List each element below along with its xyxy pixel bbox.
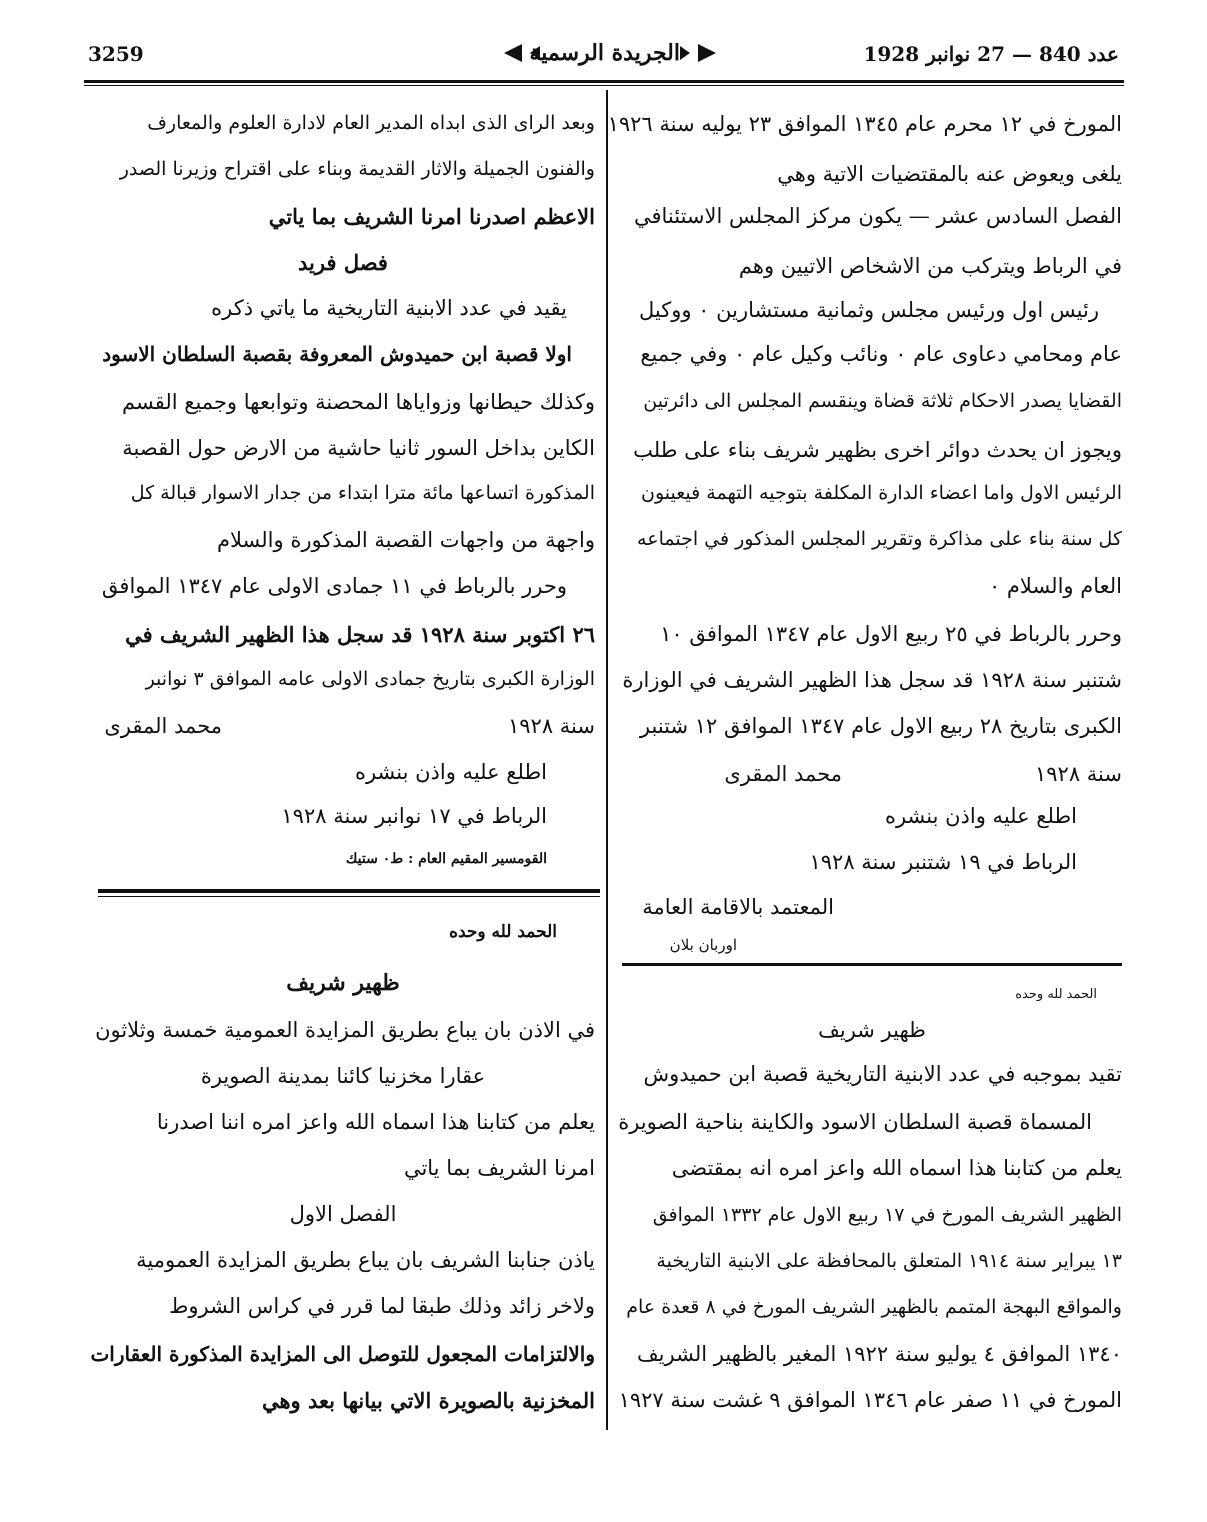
commissioner-line: القومسير المقيم العام : ط٠ ستيك [345,851,547,867]
text-line: الاعظم اصدرنا امرنا الشريف بما ياتي [268,204,595,229]
text-line: وكذلك حيطانها وزواياها المحصنة وتوابعها وجميع القسم [122,390,595,414]
text-line: الظهير الشريف المورخ في ١٧ ربيع الاول عام ١٣٣٢ الموافق [652,1204,1122,1226]
text-line: امرنا الشريف بما ياتي [403,1156,595,1180]
approval-date: الرباط في ١٧ نوانبر سنة ١٩٢٨ [281,804,547,828]
text-line: اولا قصبة ابن حميدوش المعروفة بقصبة السلطان الاسود [102,342,572,366]
text-line: المخزنية بالصويرة الاتي بيانها بعد وهي [261,1388,595,1413]
gazette-title [500,36,720,70]
text-line: العام والسلام ٠ [988,574,1122,598]
approval-text: اطلع عليه واذن بنشره [884,804,1077,828]
text-line: القضايا يصدر الاحكام ثلاثة قضاة وينقسم المجلس الى دائرتين [643,390,1122,412]
issue-info: عدد 840 — 27 نوانبر 1928 [863,42,1119,66]
text-line: والالتزامات المجعول للتوصل الى المزايدة المذكورة العقارات [90,1342,595,1366]
text-line: والفنون الجميلة والاثار القديمة وبناء على اقتراح وزيرنا الصدر [119,158,595,180]
delegate-title: المعتمد بالاقامة العامة [642,895,834,919]
dahir-title: ظهير شريف [286,970,400,996]
text-line: ياذن جنابنا الشريف بان يباع بطريق المزايدة العمومية [136,1248,595,1272]
delegate-name: اوربان بلان [669,936,737,954]
approval-text: اطلع عليه واذن بنشره [354,760,547,784]
text-line: شتنبر سنة ١٩٢٨ قد سجل هذا الظهير الشريف في الوزارة [622,668,1122,692]
text-line: وبعد الراى الذى ابداه المدير العام لادارة العلوم والمعارف [147,112,595,134]
hamd-line: الحمد لله وحده [449,922,557,942]
text-line: الوزارة الكبرى بتاريخ جمادى الاولى عامه الموافق ٣ نوانبر [145,668,595,690]
text-line: وحرر بالرباط في ١١ جمادى الاولى عام ١٣٤٧ الموافق [101,574,567,598]
text-line: ٢٦ اكتوبر سنة ١٩٢٨ قد سجل هذا الظهير الشريف في [125,622,595,647]
text-line: يقيد في عدد الابنية التاريخية ما ياتي ذكره [211,296,567,320]
column-divider [606,90,608,1430]
text-line: واجهة من واجهات القصبة المذكورة والسلام [217,528,595,552]
text-line: ويجوز ان يحدث دوائر اخرى بظهير شريف بناء على طلب [633,438,1122,462]
header-rule-thin [84,85,1124,86]
text-line: يعلم من كتابنا هذا اسماه الله واعز امره انه بمقتضى [671,1156,1122,1180]
dahir-title: ظهير شريف [818,1018,926,1042]
date-year: سنة ١٩٢٨ [508,714,595,738]
text-line: المورخ في ١١ صفر عام ١٣٤٦ الموافق ٩ غشت سنة ١٩٢٧ [618,1388,1122,1412]
text-line: ١٣٤٠ الموافق ٤ يوليو سنة ١٩٢٢ المغير بالظهير الشريف [636,1342,1122,1366]
text-line: الرئيس الاول واما اعضاء الدارة المكلفة بتوجيه التهمة فيعينون [641,482,1122,504]
text-line: عقارا مخزنيا كائنا بمدينة الصويرة [200,1064,486,1088]
text-line: كل سنة بناء على مذاكرة وتقرير المجلس المذكور في اجتماعه [637,528,1122,550]
text-line: ولاخر زائد وذلك طبقا لما قرر في كراس الشروط [168,1294,595,1318]
section-rule [622,963,1122,966]
text-line: المورخ في ١٢ محرم عام ١٣٤٥ الموافق ٢٣ يوليه سنة ١٩٢٦ [607,112,1122,136]
section-rule-thin [98,896,600,897]
text-line: وحرر بالرباط في ٢٥ ربيع الاول عام ١٣٤٧ الموافق ١٠ [660,622,1122,646]
text-line: والمواقع البهجة المتمم بالظهير الشريف المورخ في ٨ قعدة عام [626,1296,1122,1318]
signer-name: محمد المقرى [724,762,842,786]
date-year: سنة ١٩٢٨ [1035,762,1122,786]
section-rule [98,889,600,893]
text-line: عام ومحامي دعاوى عام ٠ ونائب وكيل عام ٠ وفي جميع [640,342,1122,366]
approval-date: الرباط في ١٩ شتنبر سنة ١٩٢٨ [809,850,1077,874]
section-title: فصل فريد [298,250,388,275]
text-line: المسماة قصبة السلطان الاسود والكاينة بناحية الصويرة [618,1110,1092,1134]
text-line: رئيس اول ورئيس مجلس وثمانية مستشارين ٠ ووكيل [638,298,1099,322]
text-line: الكاين بداخل السور ثانيا حاشية من الارض حول القصبة [122,436,595,460]
text-line: يلغى ويعوض عنه بالمقتضيات الاتية وهي [777,162,1122,186]
text-line: في الاذن بان يباع بطريق المزايدة العمومية خمسة وثلاثون [95,1018,595,1042]
text-line: الكبرى بتاريخ ٢٨ ربيع الاول عام ١٣٤٧ الموافق ١٢ شتنبر [639,714,1122,738]
header-rule [84,80,1124,83]
hamd-line: الحمد لله وحده [1015,987,1097,1002]
page-number: 3259 [88,42,144,66]
text-line: الفصل السادس عشر — يكون مركز المجلس الاستئنافي [633,204,1122,228]
gazette-title-text: الجريدة الرسمية [529,40,680,66]
text-line: ١٣ يبراير سنة ١٩١٤ المتعلق بالمحافظة على الابنية التاريخية [656,1250,1122,1272]
signer-name: محمد المقرى [104,714,222,738]
text-line: تقيد بموجبه في عدد الابنية التاريخية قصبة ابن حميدوش [643,1062,1122,1086]
text-line: في الرباط ويتركب من الاشخاص الاتيين وهم [738,254,1122,278]
chapter-title: الفصل الاول [289,1202,397,1226]
text-line: المذكورة اتساعها مائة مترا ابتداء من جدار الاسوار قبالة كل [130,482,595,504]
text-line: يعلم من كتابنا هذا اسماه الله واعز امره اننا اصدرنا [156,1110,595,1134]
